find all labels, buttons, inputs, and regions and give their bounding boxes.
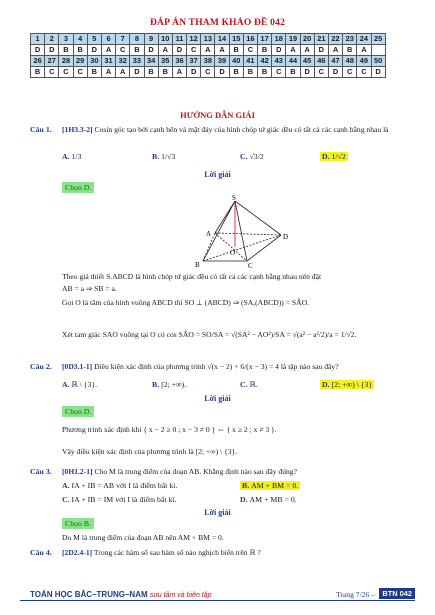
answer-letter-cell: B (59, 45, 73, 56)
answer-number-cell: 16 (243, 34, 257, 45)
answer-number-cell: 30 (87, 56, 101, 67)
answer-number-cell: 13 (201, 34, 215, 45)
q2-option-c: C. ℝ. (240, 380, 258, 389)
answer-letter-cell: B (130, 45, 144, 56)
answer-letter-cell: B (229, 67, 243, 78)
answer-letter-cell: C (272, 67, 286, 78)
q1-option-a: A. 1/3 (62, 152, 82, 161)
answer-letter-cell: C (73, 67, 87, 78)
q2-solution-heading: Lời giải (204, 394, 231, 403)
answer-letter-cell: B (87, 67, 101, 78)
answer-number-cell: 34 (144, 56, 158, 67)
q1-tag: [1H3.3-2] (62, 125, 93, 134)
q1-solution-line3: Gọi O là tâm của hình vuông ABCD thì SO ⊥ (ABCD) ⇒ (SA,(ABCD)) = SÂO. (62, 298, 309, 307)
answer-number-cell: 3 (59, 34, 73, 45)
answer-number-cell: 35 (158, 56, 172, 67)
answer-number-cell: 21 (314, 34, 328, 45)
q4-question: Trong các hàm số sau hàm số nào nghịch biến trên ℝ ? (93, 548, 261, 557)
answer-number-cell: 23 (343, 34, 357, 45)
q3-option-b: B. AM + BM = 0. (242, 481, 299, 490)
answer-number-cell: 7 (116, 34, 130, 45)
answer-number-cell: 5 (87, 34, 101, 45)
answer-number-cell: 42 (258, 56, 272, 67)
answer-number-cell: 29 (73, 56, 87, 67)
answer-letter-cell: A (158, 45, 172, 56)
answer-letter-cell: B (229, 45, 243, 56)
vertex-s-label: S (232, 195, 236, 202)
answer-letter-cell: B (258, 45, 272, 56)
answer-number-cell: 45 (300, 56, 314, 67)
answer-letter-cell: D (215, 67, 229, 78)
q2-question: Điều kiện xác định của phương trình √(x − 2) + 6/(x − 3) = 4 là tập nào sau đây? (94, 362, 339, 371)
q3-solution-line1: Do M là trung điểm của đoạn AB nên AM + BM = 0. (62, 533, 224, 542)
answer-number-cell: 28 (59, 56, 73, 67)
answer-number-cell: 44 (286, 56, 300, 67)
answer-letter-cell: D (328, 67, 342, 78)
q3-option-a: A. IA + IB = AB với I là điểm bất kì. (62, 481, 178, 490)
answer-number-cell: 19 (286, 34, 300, 45)
q3-solution-heading: Lời giải (204, 508, 231, 517)
answer-number-cell: 10 (158, 34, 172, 45)
answer-letter-cell: A (328, 45, 342, 56)
answer-number-cell: 26 (31, 56, 45, 67)
q1-question: Cosin góc tạo bởi cạnh bên và mặt đáy của hình chóp tứ giác đều có tất cả các cạnh bằng nhau là (94, 125, 389, 134)
answer-letter-cell: A (357, 45, 371, 56)
answer-number-cell: 49 (357, 56, 371, 67)
answer-letter-cell: A (286, 45, 300, 56)
answer-letter-cell: B (243, 67, 257, 78)
answer-letter-cell (371, 45, 385, 56)
q1-text (62, 125, 412, 135)
answer-letter-cell: B (158, 67, 172, 78)
footer-page-number: Trang 7/26 – (336, 590, 375, 599)
answer-letter-cell: C (116, 45, 130, 56)
answer-letter-cell: C (201, 67, 215, 78)
answer-number-cell: 33 (130, 56, 144, 67)
answer-number-cell: 36 (172, 56, 186, 67)
answer-number-cell: 50 (371, 56, 385, 67)
answer-letter-cell: B (31, 67, 45, 78)
answer-letter-cell: D (371, 67, 385, 78)
answer-number-cell: 39 (215, 56, 229, 67)
answer-letter-cell: C (59, 67, 73, 78)
q4-text (62, 548, 412, 558)
footer-credit: sưu tầm và biên tập (149, 592, 212, 599)
answer-number-cell: 22 (328, 34, 342, 45)
answer-number-cell: 11 (172, 34, 186, 45)
answer-number-cell: 8 (130, 34, 144, 45)
vertex-a-label: A (206, 230, 212, 238)
answer-letter-cell: B (343, 45, 357, 56)
answer-number-cell: 2 (45, 34, 59, 45)
answer-number-cell: 31 (101, 56, 115, 67)
q2-option-a: A. ℝ \ {3}. (62, 380, 98, 389)
answer-letter-cell: C (357, 67, 371, 78)
answer-number-cell: 46 (314, 56, 328, 67)
answer-number-cell: 38 (201, 56, 215, 67)
footer-brand: TOÁN HỌC BẮC–TRUNG–NAM sưu tầm và biên tập (30, 590, 212, 599)
q1-option-d: D. 1/√2 (322, 152, 346, 161)
q1-solution-line1: Theo giả thiết S.ABCD là hình chóp tứ giác đều có tất cả các cạnh bằng nhau nên đặt (62, 272, 322, 281)
answer-number-cell: 6 (101, 34, 115, 45)
q2-text (62, 362, 412, 372)
answer-letter-cell: A (300, 45, 314, 56)
q3-question: Cho M là trung điểm của đoạn AB. Khẳng định nào sau đây đúng? (94, 467, 297, 476)
answer-number-cell: 47 (328, 56, 342, 67)
answer-letter-cell: D (272, 45, 286, 56)
vertex-b-label: B (195, 261, 200, 269)
answer-letter-cell: A (101, 67, 115, 78)
q4-label: Câu 4. (30, 548, 52, 557)
answer-letter-cell: D (31, 45, 45, 56)
answer-number-cell: 32 (116, 56, 130, 67)
q3-tag: [0H1.2-1] (62, 467, 93, 476)
answer-number-cell: 20 (300, 34, 314, 45)
q2-solution-line2: Vậy điều kiện xác định của phương trình là [2; +∞) \ {3}. (62, 447, 238, 456)
q3-option-d: D. AM + MB = 0. (240, 495, 297, 504)
page-title: ĐÁP ÁN THAM KHẢO ĐỀ 042 (149, 18, 286, 28)
answer-letter-cell: A (201, 45, 215, 56)
q2-option-b: B. [2; +∞). (152, 380, 187, 389)
q1-chosen: Chọn D. (62, 182, 94, 193)
answer-letter-cell: D (172, 45, 186, 56)
answer-number-cell: 43 (272, 56, 286, 67)
q4-tag: [2D2.4-1] (62, 548, 93, 557)
q2-option-d: D. [2; +∞) \ {3} (322, 380, 373, 389)
answer-letter-cell: D (300, 67, 314, 78)
answer-letter-cell: D (45, 45, 59, 56)
answer-letter-cell: D (87, 45, 101, 56)
answer-table (30, 33, 386, 78)
q2-label: Câu 2. (30, 362, 52, 371)
answer-letter-cell: C (187, 45, 201, 56)
answer-letter-cell: C (45, 67, 59, 78)
q1-option-b: B. 1/√3 (152, 152, 176, 161)
q2-solution-line1: Phương trình xác định khi { x − 2 ≥ 0 ; x − 3 ≠ 0 } ⇔ { x ≥ 2 ; x ≠ 3 }. (62, 425, 277, 434)
answer-letter-cell: B (258, 67, 272, 78)
answer-number-cell: 15 (229, 34, 243, 45)
answer-number-cell: 4 (73, 34, 87, 45)
q1-option-c: C. √3/2 (240, 152, 264, 161)
footer-code-badge: BTN 042 (379, 588, 415, 599)
q1-solution-line4: Xét tam giác SAO vuông tại O có cos SÂO = SO/SA = √(SA² − AO²)/SA = √(a² − a²/2)/a = 1/√2. (62, 330, 357, 339)
answer-letter-cell: A (101, 45, 115, 56)
q1-label: Câu 1. (30, 125, 52, 134)
answer-number-cell: 1 (31, 34, 45, 45)
answer-letter-cell: D (314, 45, 328, 56)
answer-letter-cell: D (130, 67, 144, 78)
answer-number-cell: 48 (343, 56, 357, 67)
q2-tag: [0D3.1-1] (62, 362, 93, 371)
answer-letter-cell: C (343, 67, 357, 78)
section-heading: HƯỚNG DẪN GIẢI (180, 110, 255, 120)
answer-number-cell: 9 (144, 34, 158, 45)
answer-letter-cell: B (73, 45, 87, 56)
answer-letter-cell: B (144, 67, 158, 78)
answer-letter-cell: B (286, 67, 300, 78)
answer-letter-cell: D (144, 45, 158, 56)
answer-letter-cell: C (243, 45, 257, 56)
vertex-d-label: D (283, 233, 289, 241)
q3-label: Câu 3. (30, 467, 52, 476)
answer-number-cell: 25 (371, 34, 385, 45)
vertex-c-label: C (248, 262, 253, 270)
answer-number-cell: 27 (45, 56, 59, 67)
answer-letter-cell: A (215, 45, 229, 56)
answer-letter-cell: A (116, 67, 130, 78)
q3-text (62, 467, 412, 477)
pyramid-figure (185, 195, 295, 270)
answer-number-cell: 41 (243, 56, 257, 67)
answer-number-cell: 37 (187, 56, 201, 67)
q3-chosen: Chọn B. (62, 518, 94, 529)
answer-number-cell: 14 (215, 34, 229, 45)
page-footer (0, 590, 435, 608)
answer-number-cell: 18 (272, 34, 286, 45)
q2-chosen: Chọn D. (62, 406, 94, 417)
answer-number-cell: 12 (187, 34, 201, 45)
q3-option-c: C. IA + IB = IM với I là điểm bất kì. (62, 495, 177, 504)
answer-number-cell: 24 (357, 34, 371, 45)
q1-solution-line2: AB = a ⇒ SB = a. (62, 284, 117, 293)
footer-divider (20, 600, 415, 601)
answer-number-cell: 17 (258, 34, 272, 45)
vertex-o-label: O (230, 249, 236, 257)
answer-letter-cell: D (187, 67, 201, 78)
answer-letter-cell: C (314, 67, 328, 78)
answer-number-cell: 40 (229, 56, 243, 67)
answer-letter-cell: A (172, 67, 186, 78)
q1-solution-heading: Lời giải (204, 170, 231, 179)
